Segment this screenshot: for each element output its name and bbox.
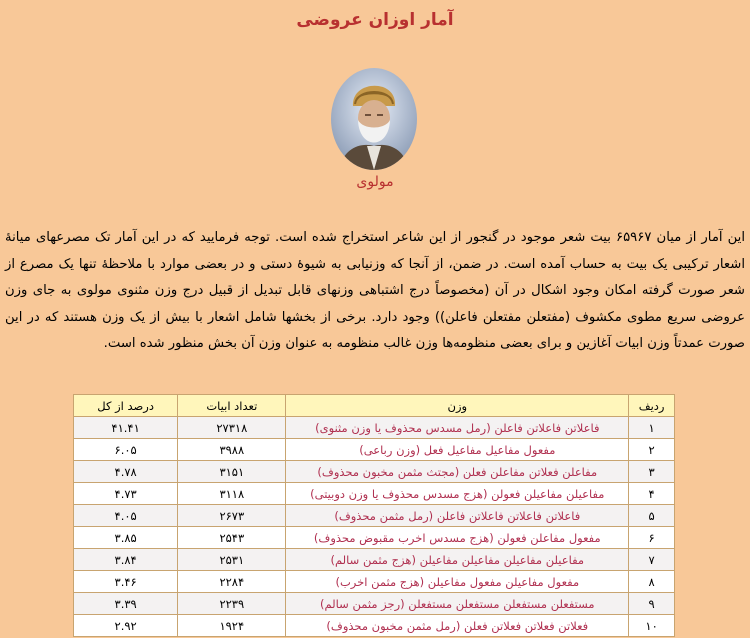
meter-link[interactable]: مفاعیلن مفاعیلن فعولن (هزج مسدس محذوف یا وزن دوبیتی)	[286, 483, 629, 505]
rank-cell: ۴	[629, 483, 675, 505]
percent-cell: ۴.۰۵	[74, 505, 178, 527]
table-row	[74, 593, 675, 615]
table-row	[74, 549, 675, 571]
table-row	[74, 439, 675, 461]
rank-cell: ۶	[629, 527, 675, 549]
count-cell: ۲۲۳۹	[178, 593, 286, 615]
percent-cell: ۴۱.۴۱	[74, 417, 178, 439]
percent-cell: ۲.۹۲	[74, 615, 178, 637]
meter-link[interactable]: مستفعلن مستفعلن مستفعلن مستفعلن (رجز مثمن سالم)	[286, 593, 629, 615]
table-row	[74, 417, 675, 439]
count-cell: ۲۶۷۳	[178, 505, 286, 527]
page-title: آمار اوزان عروضی	[296, 10, 454, 30]
rank-cell: ۷	[629, 549, 675, 571]
percent-cell: ۴.۷۳	[74, 483, 178, 505]
header-rank: ردیف	[629, 395, 675, 417]
rank-cell: ۸	[629, 571, 675, 593]
rank-cell: ۵	[629, 505, 675, 527]
rank-cell: ۱۰	[629, 615, 675, 637]
table-row	[74, 527, 675, 549]
rank-cell: ۱	[629, 417, 675, 439]
percent-cell: ۶.۰۵	[74, 439, 178, 461]
meter-link[interactable]: مفاعلن فعلاتن مفاعلن فعلن (مجتث مثمن مخبون محذوف)	[286, 461, 629, 483]
rank-cell: ۳	[629, 461, 675, 483]
rank-cell: ۲	[629, 439, 675, 461]
poet-name: مولوی	[356, 174, 394, 190]
table-row	[74, 571, 675, 593]
table-row	[74, 505, 675, 527]
count-cell: ۲۵۳۱	[178, 549, 286, 571]
percent-cell: ۴.۷۸	[74, 461, 178, 483]
meter-link[interactable]: مفعول مفاعلن فعولن (هزج مسدس اخرب مقبوض محذوف)	[286, 527, 629, 549]
percent-cell: ۳.۸۵	[74, 527, 178, 549]
poet-portrait	[331, 68, 417, 170]
portrait-image	[331, 68, 417, 170]
percent-cell: ۳.۸۴	[74, 549, 178, 571]
meter-link[interactable]: مفعول مفاعیلن مفعول مفاعیلن (هزج مثمن اخرب)	[286, 571, 629, 593]
count-cell: ۲۲۸۴	[178, 571, 286, 593]
count-cell: ۱۹۲۴	[178, 615, 286, 637]
count-cell: ۳۹۸۸	[178, 439, 286, 461]
table-header-row	[74, 395, 675, 417]
meter-link[interactable]: مفاعیلن مفاعیلن مفاعیلن مفاعیلن (هزج مثمن سالم)	[286, 549, 629, 571]
count-cell: ۲۵۴۳	[178, 527, 286, 549]
table-row	[74, 483, 675, 505]
table-row	[74, 615, 675, 637]
count-cell: ۳۱۱۸	[178, 483, 286, 505]
meter-link[interactable]: فعلاتن فعلاتن فعلاتن فعلن (رمل مثمن مخبون محذوف)	[286, 615, 629, 637]
percent-cell: ۳.۴۶	[74, 571, 178, 593]
meter-link[interactable]: فاعلاتن فاعلاتن فاعلن (رمل مسدس محذوف یا وزن مثنوی)	[286, 417, 629, 439]
count-cell: ۳۱۵۱	[178, 461, 286, 483]
header-count: تعداد ابیات	[178, 395, 286, 417]
meter-link[interactable]: فاعلاتن فاعلاتن فاعلاتن فاعلن (رمل مثمن محذوف)	[286, 505, 629, 527]
header-meter: وزن	[286, 395, 629, 417]
rank-cell: ۹	[629, 593, 675, 615]
header-percent: درصد از کل	[74, 395, 178, 417]
meter-stats-table	[73, 394, 675, 637]
count-cell: ۲۷۳۱۸	[178, 417, 286, 439]
percent-cell: ۳.۳۹	[74, 593, 178, 615]
meter-link[interactable]: مفعول مفاعیل مفاعیل فعل (وزن رباعی)	[286, 439, 629, 461]
table-row	[74, 461, 675, 483]
intro-paragraph: این آمار از میان ۶۵۹۶۷ بیت شعر موجود در گنجور از این شاعر استخراج شده است. توجه فرمایید که در این آمار تک مصرعهای میانهٔ اشعار ترکیبی یک بیت به حساب آمده است. در ضمن، از آنجا که وزنیابی به شیوهٔ دستی و در بعضی موارد با ملاحظهٔ تنها یک مصرع از شعر صورت گرفته امکان وجود اشکال در آن (مخصوصاً درج اشتباهی وزنهای قابل تبدیل از قبیل درج وزن مثنوی مولوی به جای وزن عروضی سریع مطوی مکشوف (مفتعلن مفتعلن فاعلن)) وجود دارد. برخی از بخشها شامل اشعار با بیش از یک وزن هستند که در این صورت عمدتاً وزن ابیات آغازین و برای بعضی منظومه‌ها وزن غالب منظومه به عنوان وزن آن بخش منظور شده است.	[5, 230, 745, 351]
